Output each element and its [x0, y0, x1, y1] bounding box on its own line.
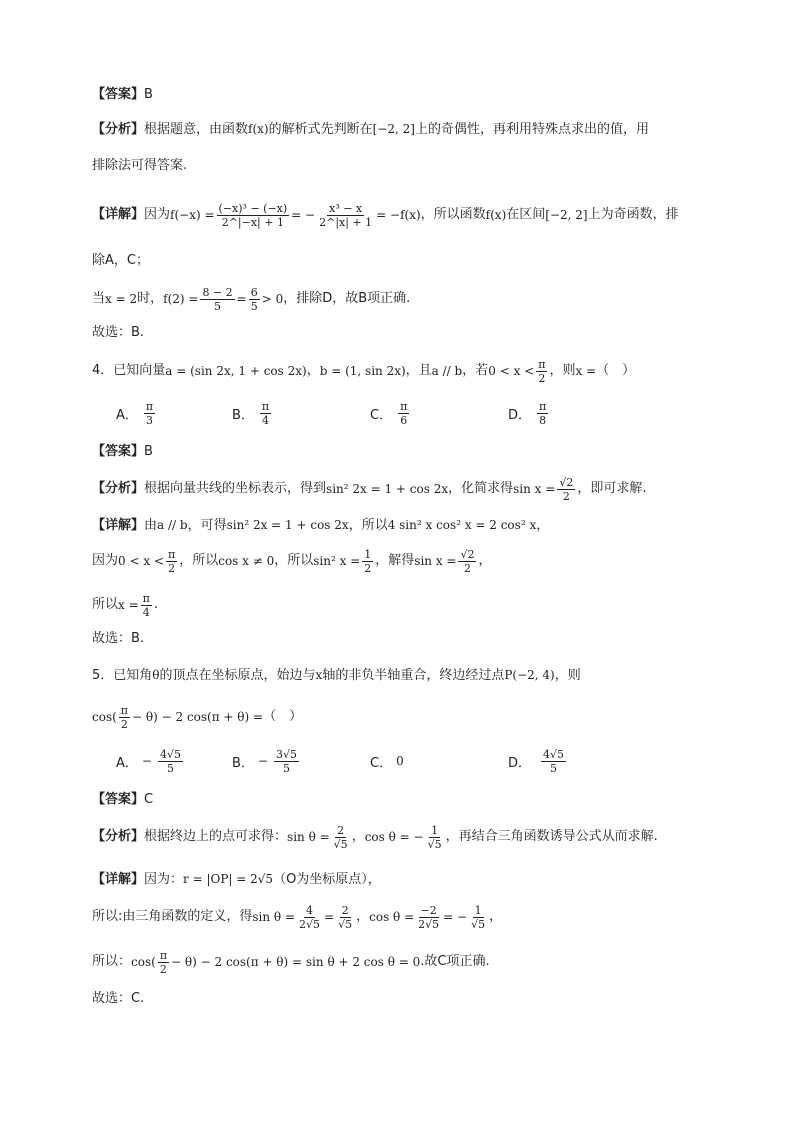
text: ，再结合三角函数诱导公式从而求解.: [445, 829, 658, 844]
denominator: √5: [333, 837, 348, 851]
text: ，: [489, 909, 503, 924]
fraction: [537, 400, 548, 427]
fraction: [332, 824, 350, 851]
numerator: 1: [364, 547, 372, 561]
numerator: 1: [474, 903, 482, 917]
fraction: [141, 592, 152, 619]
math: sin² 2x = 1 + cos 2x: [326, 482, 449, 496]
q3-detail-line1: [92, 198, 704, 232]
numerator: 3√5: [275, 747, 297, 761]
sign: −: [141, 754, 152, 768]
q4-options: [116, 396, 676, 430]
q4-stem: [92, 354, 704, 388]
text: （ ）: [263, 709, 303, 724]
text: 由: [144, 518, 158, 533]
denominator: 2: [562, 489, 570, 503]
answer-tag: 【答案】: [92, 444, 145, 459]
text: 因为: [144, 207, 171, 222]
denominator: 5: [250, 299, 258, 313]
denominator: 2: [159, 962, 167, 976]
math: P(−2, 4): [504, 668, 555, 682]
sign: −: [257, 754, 268, 768]
option-a: [116, 396, 157, 430]
q4-detail-line1: [92, 516, 704, 535]
text: 上的奇偶性，再利用特殊点求出的值，用: [414, 122, 649, 137]
option-value: 0: [396, 754, 404, 768]
text: 上为奇函数，排: [587, 207, 679, 222]
numerator: √2: [460, 547, 475, 561]
text: ，即可求解.: [577, 481, 647, 496]
answer-value: B: [144, 444, 153, 459]
fraction: [398, 400, 409, 427]
math: a // b: [157, 518, 188, 532]
math: =: [236, 292, 247, 306]
text: 根据题意，由函数: [144, 122, 249, 137]
answer-value: C: [144, 792, 154, 807]
math: cos x ≠ 0: [218, 554, 275, 568]
fraction: [426, 824, 444, 851]
text: ，所以: [348, 518, 388, 533]
answer-tag: 【答案】: [92, 792, 145, 807]
text: ，所以: [274, 553, 314, 568]
numerator: 8 − 2: [202, 285, 233, 299]
text: ，解得: [375, 553, 415, 568]
math: [−2, 2]: [372, 122, 415, 136]
text: 的顶点在坐标原点，始边与: [159, 668, 316, 683]
option-label: D．: [508, 407, 532, 423]
text: ，化简求得: [448, 481, 514, 496]
text: 因为：: [144, 872, 184, 887]
denominator: 2: [120, 717, 128, 731]
option-a: [116, 744, 185, 778]
numerator: π: [120, 703, 129, 717]
denominator: 5: [214, 299, 222, 313]
math: 0 < x <: [118, 554, 164, 568]
text: 根据向量共线的坐标表示，得到: [144, 481, 327, 496]
option-label: C．: [370, 407, 393, 423]
text: ，若: [462, 363, 489, 378]
q4-choose: 故选：B.: [92, 631, 145, 646]
math: b = (1, sin 2x): [319, 364, 406, 378]
analysis-tag: 【分析】: [92, 122, 145, 137]
q5-detail-line1: [92, 870, 704, 889]
numerator: π: [145, 399, 154, 413]
math: cos(: [92, 710, 117, 724]
numerator: √2: [559, 475, 574, 489]
text: 因为: [92, 553, 119, 568]
text: 5．已知角: [92, 668, 153, 683]
text: ，所以函数: [420, 207, 486, 222]
option-label: B．: [232, 407, 254, 423]
math: sin x =: [513, 482, 556, 496]
math: x: [315, 668, 323, 682]
math: f(2) =: [163, 292, 199, 306]
denominator: 2: [538, 371, 546, 385]
q4-detail-line2: [92, 544, 704, 578]
q3-detail-line3: [92, 282, 704, 316]
fraction: [336, 904, 354, 931]
q5-answer-line: [92, 791, 704, 809]
text: ，: [536, 518, 550, 533]
numerator: 1: [431, 823, 439, 837]
math: − θ) − 2 cos(π + θ) =: [132, 710, 264, 724]
numerator: 4√5: [543, 747, 565, 761]
math: a = (sin 2x, 1 + cos 2x): [165, 364, 307, 378]
numerator: (−x)³ − (−x): [218, 201, 288, 215]
text: 的解析式先判断在: [268, 122, 373, 137]
answer-value: B: [144, 87, 153, 102]
text: ，且: [405, 363, 432, 378]
denominator: √5: [471, 917, 486, 931]
denominator: 2√5: [299, 917, 321, 931]
text: ，所以: [179, 553, 219, 568]
option-c: [370, 396, 411, 430]
q5-stem: [92, 666, 704, 685]
denominator: 2^|−x| + 1: [221, 215, 284, 229]
math: 0 < x <: [488, 364, 535, 378]
text: ，: [351, 829, 365, 844]
fraction: [458, 548, 476, 575]
math: 4 sin² x cos² x = 2 cos² x: [387, 518, 537, 532]
text: ，排除D，故B项正确.: [283, 291, 411, 306]
text: ，: [356, 909, 370, 924]
numerator: 2: [341, 903, 349, 917]
text: （O为坐标原点），: [273, 872, 381, 887]
option-label: A．: [116, 407, 138, 423]
denominator: 2: [364, 561, 372, 575]
math: x = 2: [105, 292, 138, 306]
fraction: [249, 286, 260, 313]
fraction: [297, 904, 322, 931]
math: = −f(x): [376, 208, 421, 222]
analysis-tag: 【分析】: [92, 481, 145, 496]
detail-tag: 【详解】: [92, 518, 145, 533]
denominator: 8: [539, 413, 547, 427]
numerator: π: [261, 399, 270, 413]
math: sin θ =: [252, 910, 296, 924]
numerator: 2: [337, 823, 345, 837]
text: 当: [92, 291, 106, 306]
denominator: 5: [166, 761, 174, 775]
option-label: B．: [232, 755, 254, 771]
text: ，则: [554, 668, 581, 683]
fraction: [274, 748, 299, 775]
q3-detail-line2: 除A，C；: [92, 253, 149, 268]
text: 4．已知向量: [92, 363, 166, 378]
analysis-tag: 【分析】: [92, 829, 145, 844]
text: 所以:由三角函数的定义，得: [92, 909, 253, 924]
q4-analysis: [92, 472, 704, 506]
q5-analysis: [92, 820, 704, 854]
denominator: 2√5: [418, 917, 440, 931]
fraction: [469, 904, 487, 931]
denominator: √5: [338, 917, 353, 931]
option-c: [370, 744, 404, 778]
fraction: [557, 476, 575, 503]
option-label: D．: [508, 755, 532, 771]
numerator: 4√5: [159, 747, 181, 761]
q3-answer-line: [92, 86, 704, 104]
math: f(−x) =: [170, 208, 215, 222]
math: sin θ =: [287, 830, 330, 844]
q3-choose: 故选：B.: [92, 325, 145, 340]
denominator: 2: [463, 561, 471, 575]
fraction: [144, 400, 155, 427]
fraction: [200, 286, 234, 313]
denominator: 5: [550, 761, 558, 775]
denominator: 2^|x| + 1: [319, 215, 373, 229]
q5-detail-line2: [92, 900, 704, 934]
text: 时，: [137, 291, 164, 306]
numerator: 4: [306, 903, 314, 917]
math: = −: [291, 208, 316, 222]
text: 在区间: [506, 207, 546, 222]
option-b: [232, 396, 273, 430]
numerator: π: [539, 399, 547, 413]
fraction: [158, 748, 183, 775]
option-b: [232, 744, 301, 778]
math: cos θ = −: [364, 830, 424, 844]
text: （ ）: [596, 363, 636, 378]
math: f(x): [248, 122, 269, 136]
text: ，则: [549, 363, 576, 378]
numerator: π: [538, 357, 546, 371]
math: x =: [575, 364, 597, 378]
fraction: [217, 202, 290, 229]
fraction: [158, 949, 169, 976]
math: sin x =: [414, 554, 457, 568]
denominator: 5: [282, 761, 290, 775]
denominator: √5: [427, 837, 442, 851]
fraction: [541, 748, 566, 775]
denominator: 6: [400, 413, 408, 427]
denominator: 3: [146, 413, 154, 427]
detail-tag: 【详解】: [92, 207, 145, 222]
math: sin² x =: [313, 554, 361, 568]
option-label: A．: [116, 755, 138, 771]
text: 所以: [92, 597, 119, 612]
fraction: [416, 904, 441, 931]
math: > 0: [261, 292, 284, 306]
q5-choose: 故选：C.: [92, 991, 145, 1006]
numerator: −2: [420, 903, 437, 917]
math: a // b: [431, 364, 463, 378]
math: θ: [152, 668, 160, 682]
q5-expression: [92, 700, 704, 734]
q3-analysis-line2: 排除法可得答案.: [92, 158, 188, 173]
math: x =: [118, 598, 139, 612]
math: − θ) − 2 cos(π + θ) = sin θ + 2 cos θ = 0: [171, 955, 421, 969]
math: sin² 2x = 1 + cos 2x: [226, 518, 349, 532]
text: 轴的非负半轴重合，终边经过点: [322, 668, 505, 683]
option-d: [508, 396, 550, 430]
text: 所以：: [92, 954, 132, 969]
q5-detail-line3: [92, 945, 704, 979]
fraction: [119, 704, 130, 731]
text: .: [153, 597, 159, 612]
denominator: 2: [168, 561, 176, 575]
numerator: x³ − x: [329, 201, 363, 215]
q4-answer-line: [92, 443, 704, 461]
text: 根据终边上的点可求得：: [144, 829, 288, 844]
denominator: 4: [142, 605, 150, 619]
math: =: [324, 910, 335, 924]
option-label: C．: [370, 755, 393, 771]
answer-tag: 【答案】: [92, 87, 145, 102]
text: ，可得: [187, 518, 227, 533]
math: cos(: [131, 955, 156, 969]
text: ，: [478, 553, 492, 568]
denominator: 4: [262, 413, 270, 427]
fraction: [260, 400, 271, 427]
detail-tag: 【详解】: [92, 872, 145, 887]
numerator: π: [142, 591, 150, 605]
text: .故C项正确.: [420, 954, 490, 969]
fraction: [317, 202, 374, 229]
q5-options: [116, 744, 676, 778]
math: cos θ =: [369, 910, 415, 924]
numerator: π: [159, 948, 168, 962]
q3-analysis-line1: [92, 120, 704, 139]
math: [−2, 2]: [545, 208, 588, 222]
option-d: [508, 744, 568, 778]
fraction: [166, 548, 177, 575]
fraction: [536, 358, 547, 385]
numerator: π: [400, 399, 408, 413]
math: r = |OP| = 2√5: [183, 872, 274, 886]
numerator: 6: [250, 285, 258, 299]
numerator: π: [167, 547, 176, 561]
fraction: [362, 548, 373, 575]
math: = −: [443, 910, 468, 924]
text: ，: [306, 363, 320, 378]
q4-detail-line3: [92, 588, 704, 622]
math: f(x): [485, 208, 507, 222]
